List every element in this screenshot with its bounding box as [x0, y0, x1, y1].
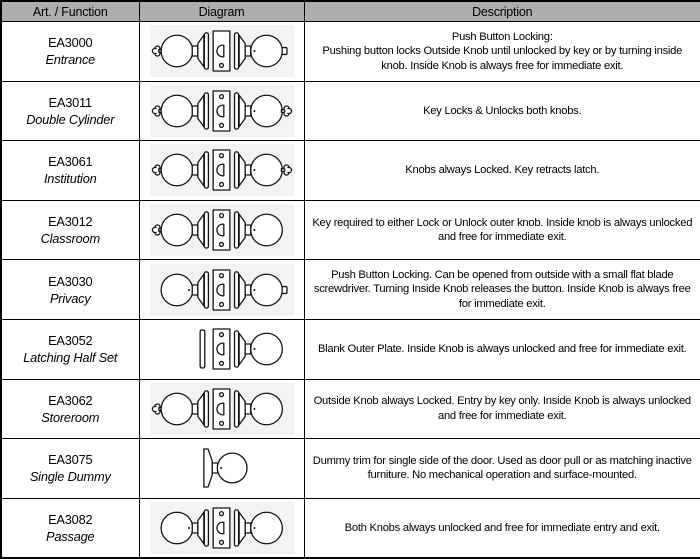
lockset-diagram [150, 502, 294, 554]
description-text [311, 394, 695, 423]
lockset-diagram [150, 25, 294, 77]
function-name: Single Dummy [29, 469, 111, 485]
description-cell [304, 439, 700, 499]
table-row [1, 439, 700, 499]
lockset-diagram [150, 323, 294, 375]
art-number: EA3052 [48, 333, 93, 349]
diagram-cell [139, 260, 304, 320]
description-line: Both Knobs always unlocked and free for immediate entry and exit. [344, 521, 660, 534]
table-row [1, 22, 700, 82]
description-cell [304, 200, 700, 260]
table-row [1, 141, 700, 201]
lockset-diagram [150, 264, 294, 316]
description-line: Pushing button locks Outside Knob until unlocked by key or by turning inside knob. Inside Knob is always free for immediate exit. [322, 45, 683, 72]
function-name: Passage [46, 528, 95, 544]
description-text [311, 216, 695, 245]
table-row [1, 319, 700, 379]
description-cell [304, 81, 700, 141]
art-number: EA3061 [48, 154, 93, 170]
diagram-cell [139, 379, 304, 439]
header-row [1, 1, 700, 22]
lockset-diagram-svg [150, 502, 293, 554]
description-line: Dummy trim for single side of the door. Used as door pull or as matching inactive furniture. No mechanical operation and surface-mounted. [312, 454, 692, 482]
art-function-cell [1, 439, 139, 499]
art-number: EA3030 [48, 273, 93, 289]
diagram-cell [139, 81, 304, 141]
col-header-description: Description [304, 1, 700, 22]
description-text [311, 268, 695, 312]
description-text [311, 454, 695, 483]
art-number: EA3011 [48, 94, 92, 110]
art-number: EA3062 [48, 392, 93, 408]
function-name: Institution [43, 171, 97, 187]
diagram-cell [139, 439, 304, 499]
function-name: Classroom [40, 231, 100, 247]
function-name: Double Cylinder [26, 111, 115, 127]
art-function-cell [1, 200, 139, 260]
col-header-art-function: Art. / Function [1, 1, 139, 22]
diagram-cell [139, 22, 304, 82]
lockset-diagram-svg [150, 383, 293, 435]
art-function-cell [1, 319, 139, 379]
description-line: Knobs always Locked. Key retracts latch. [405, 164, 600, 177]
function-name: Entrance [45, 52, 96, 68]
description-line: Blank Outer Plate. Inside Knob is always unlocked and free for immediate exit. [317, 343, 687, 356]
col-header-diagram: Diagram [139, 1, 304, 22]
art-number: EA3075 [48, 452, 93, 468]
lockset-diagram [150, 85, 294, 137]
diagram-cell [139, 200, 304, 260]
art-number: EA3082 [48, 511, 93, 527]
function-name: Privacy [49, 290, 91, 306]
table-row [1, 81, 700, 141]
lockset-diagram [150, 442, 294, 494]
diagram-cell [139, 498, 304, 558]
description-cell [304, 22, 700, 82]
diagram-cell [139, 141, 304, 201]
function-name: Latching Half Set [23, 350, 118, 366]
art-number: EA3012 [48, 214, 93, 230]
table-row [1, 498, 700, 558]
art-function-cell [1, 260, 139, 320]
art-number: EA3000 [48, 35, 93, 51]
table-row [1, 260, 700, 320]
description-text [311, 163, 695, 178]
art-function-cell [1, 22, 139, 82]
table-row [1, 200, 700, 260]
description-cell [304, 260, 700, 320]
lockset-diagram [150, 204, 294, 256]
art-function-cell [1, 498, 139, 558]
lockset-diagram [150, 383, 294, 435]
description-line: Key required to either Lock or Unlock outer knob. Inside knob is always unlocked and free for immediate exit. [312, 216, 693, 244]
lockset-diagram-svg [150, 144, 293, 196]
art-function-cell [1, 81, 139, 141]
description-text [311, 521, 695, 536]
description-line: Outside Knob always Locked. Entry by key only. Inside Knob is always unlocked and free for immediate exit. [313, 395, 691, 422]
function-name: Storeroom [41, 409, 100, 425]
description-line: Key Locks & Unlocks both knobs. [423, 104, 582, 117]
description-line: Push Button Locking. Can be opened from outside with a small flat blade screwdriver. Turning Inside Knob releases the button. Inside Knob is always free for immediate exit. [313, 268, 691, 310]
table-row [1, 379, 700, 439]
art-function-cell [1, 141, 139, 201]
description-text [311, 104, 695, 119]
diagram-cell [139, 319, 304, 379]
lockset-diagram [150, 144, 294, 196]
art-function-cell [1, 379, 139, 439]
description-cell [304, 498, 700, 558]
description-cell [304, 319, 700, 379]
lockset-diagram-svg [150, 442, 293, 494]
description-cell [304, 379, 700, 439]
lockset-diagram-svg [150, 25, 293, 77]
lockset-diagram-svg [150, 85, 293, 137]
lockset-diagram-svg [150, 204, 293, 256]
description-text [311, 342, 695, 357]
description-text [311, 30, 695, 74]
lockset-diagram-svg [150, 264, 293, 316]
description-line: Push Button Locking: [451, 30, 553, 43]
lockset-diagram-svg [150, 323, 293, 375]
description-cell [304, 141, 700, 201]
